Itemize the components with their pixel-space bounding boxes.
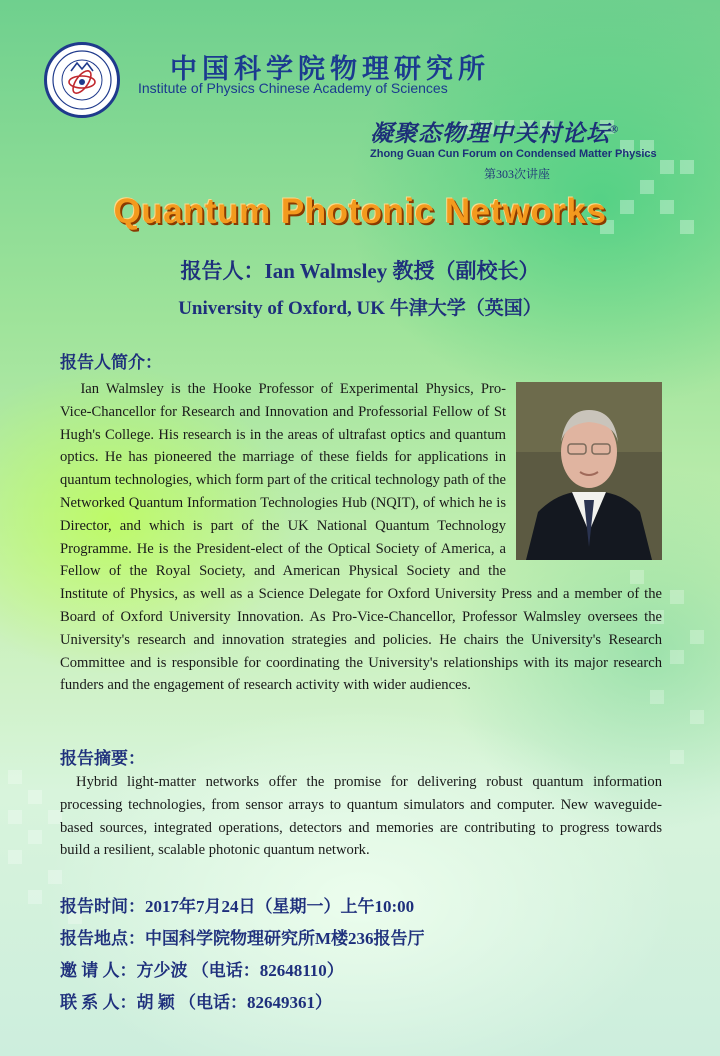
detail-location xyxy=(60,924,425,949)
speaker-photo xyxy=(516,382,662,560)
detail-location-label: 报告地点： xyxy=(60,929,145,948)
abstract-heading: 报告摘要： xyxy=(60,749,145,768)
detail-time xyxy=(60,892,414,917)
talk-title: Quantum Photonic Networks xyxy=(113,192,607,231)
detail-contact-label: 联 系 人： xyxy=(60,993,137,1012)
detail-host-value: 方少波 （电话：82648110） xyxy=(136,961,344,980)
detail-contact-value: 胡 颖 （电话：82649361） xyxy=(136,993,332,1012)
lecture-number: 第303次讲座 xyxy=(484,167,551,181)
detail-host xyxy=(60,956,344,981)
forum-name-cn xyxy=(370,115,619,148)
detail-host-label: 邀 请 人： xyxy=(60,961,137,980)
institute-name-cn: 中国科学院物理研究所 xyxy=(170,54,490,84)
bio-section xyxy=(60,378,662,697)
registered-mark: ® xyxy=(610,123,620,136)
institute-name-en: Institute of Physics Chinese Academy of Sciences xyxy=(138,80,448,96)
bio-heading: 报告人简介： xyxy=(60,353,162,372)
detail-time-label: 报告时间： xyxy=(60,897,145,916)
detail-time-value: 2017年7月24日（星期一）上午10:00 xyxy=(145,897,415,916)
speaker-portrait-image xyxy=(516,382,662,560)
atom-icon xyxy=(47,45,117,115)
affiliation-line: University of Oxford, UK 牛津大学（英国） xyxy=(178,298,542,319)
detail-contact xyxy=(60,988,332,1013)
bio-text: Ian Walmsley is the Hooke Professor of Experimental Physics, Pro-Vice-Chancellor for Research and Innovation and Professorial Fellow of St Hugh's College. His research is in the areas of ultrafast optics and quantum optics. He has pioneered the marriage of these fields for applications in quantum technologies, which form part of the critical technology path of the Networked Quantum Information Technologies Hub (NQIT), of which he is Director, and which is part of the UK National Quantum Technology Programme. He is the President-elect of the Optical Society of America, a Fellow of the Royal Society, and American Physical Society and the Institute of Physics, as well as a Science Delegate for Oxford University Press and a member of the Board of Oxford University Innovation. As Pro-Vice-Chancellor, Professor Walmsley oversees the University's research and innovation strategies and policies. He chairs the University's Research Committee and is responsible for coordinating the University's relationships with its major research funders and the engagement of research activity with wider audiences. xyxy=(60,381,662,694)
forum-name-cn-text: 凝聚态物理中关村论坛 xyxy=(370,121,610,146)
speaker-line: 报告人：Ian Walmsley 教授（副校长） xyxy=(180,259,540,283)
iop-cas-logo xyxy=(44,42,120,118)
abstract-section xyxy=(60,771,662,862)
detail-location-value: 中国科学院物理研究所M楼236报告厅 xyxy=(145,929,425,948)
abstract-text: Hybrid light-matter networks offer the promise for delivering robust quantum information processing technologies, from sensor arrays to quantum simulators and computer. New waveguide-based sources, integrated operations, detectors and memories are contributing to progress towards build a resilient, scalable photonic quantum network. xyxy=(60,774,662,859)
forum-name-en: Zhong Guan Cun Forum on Condensed Matter Physics xyxy=(370,148,657,160)
